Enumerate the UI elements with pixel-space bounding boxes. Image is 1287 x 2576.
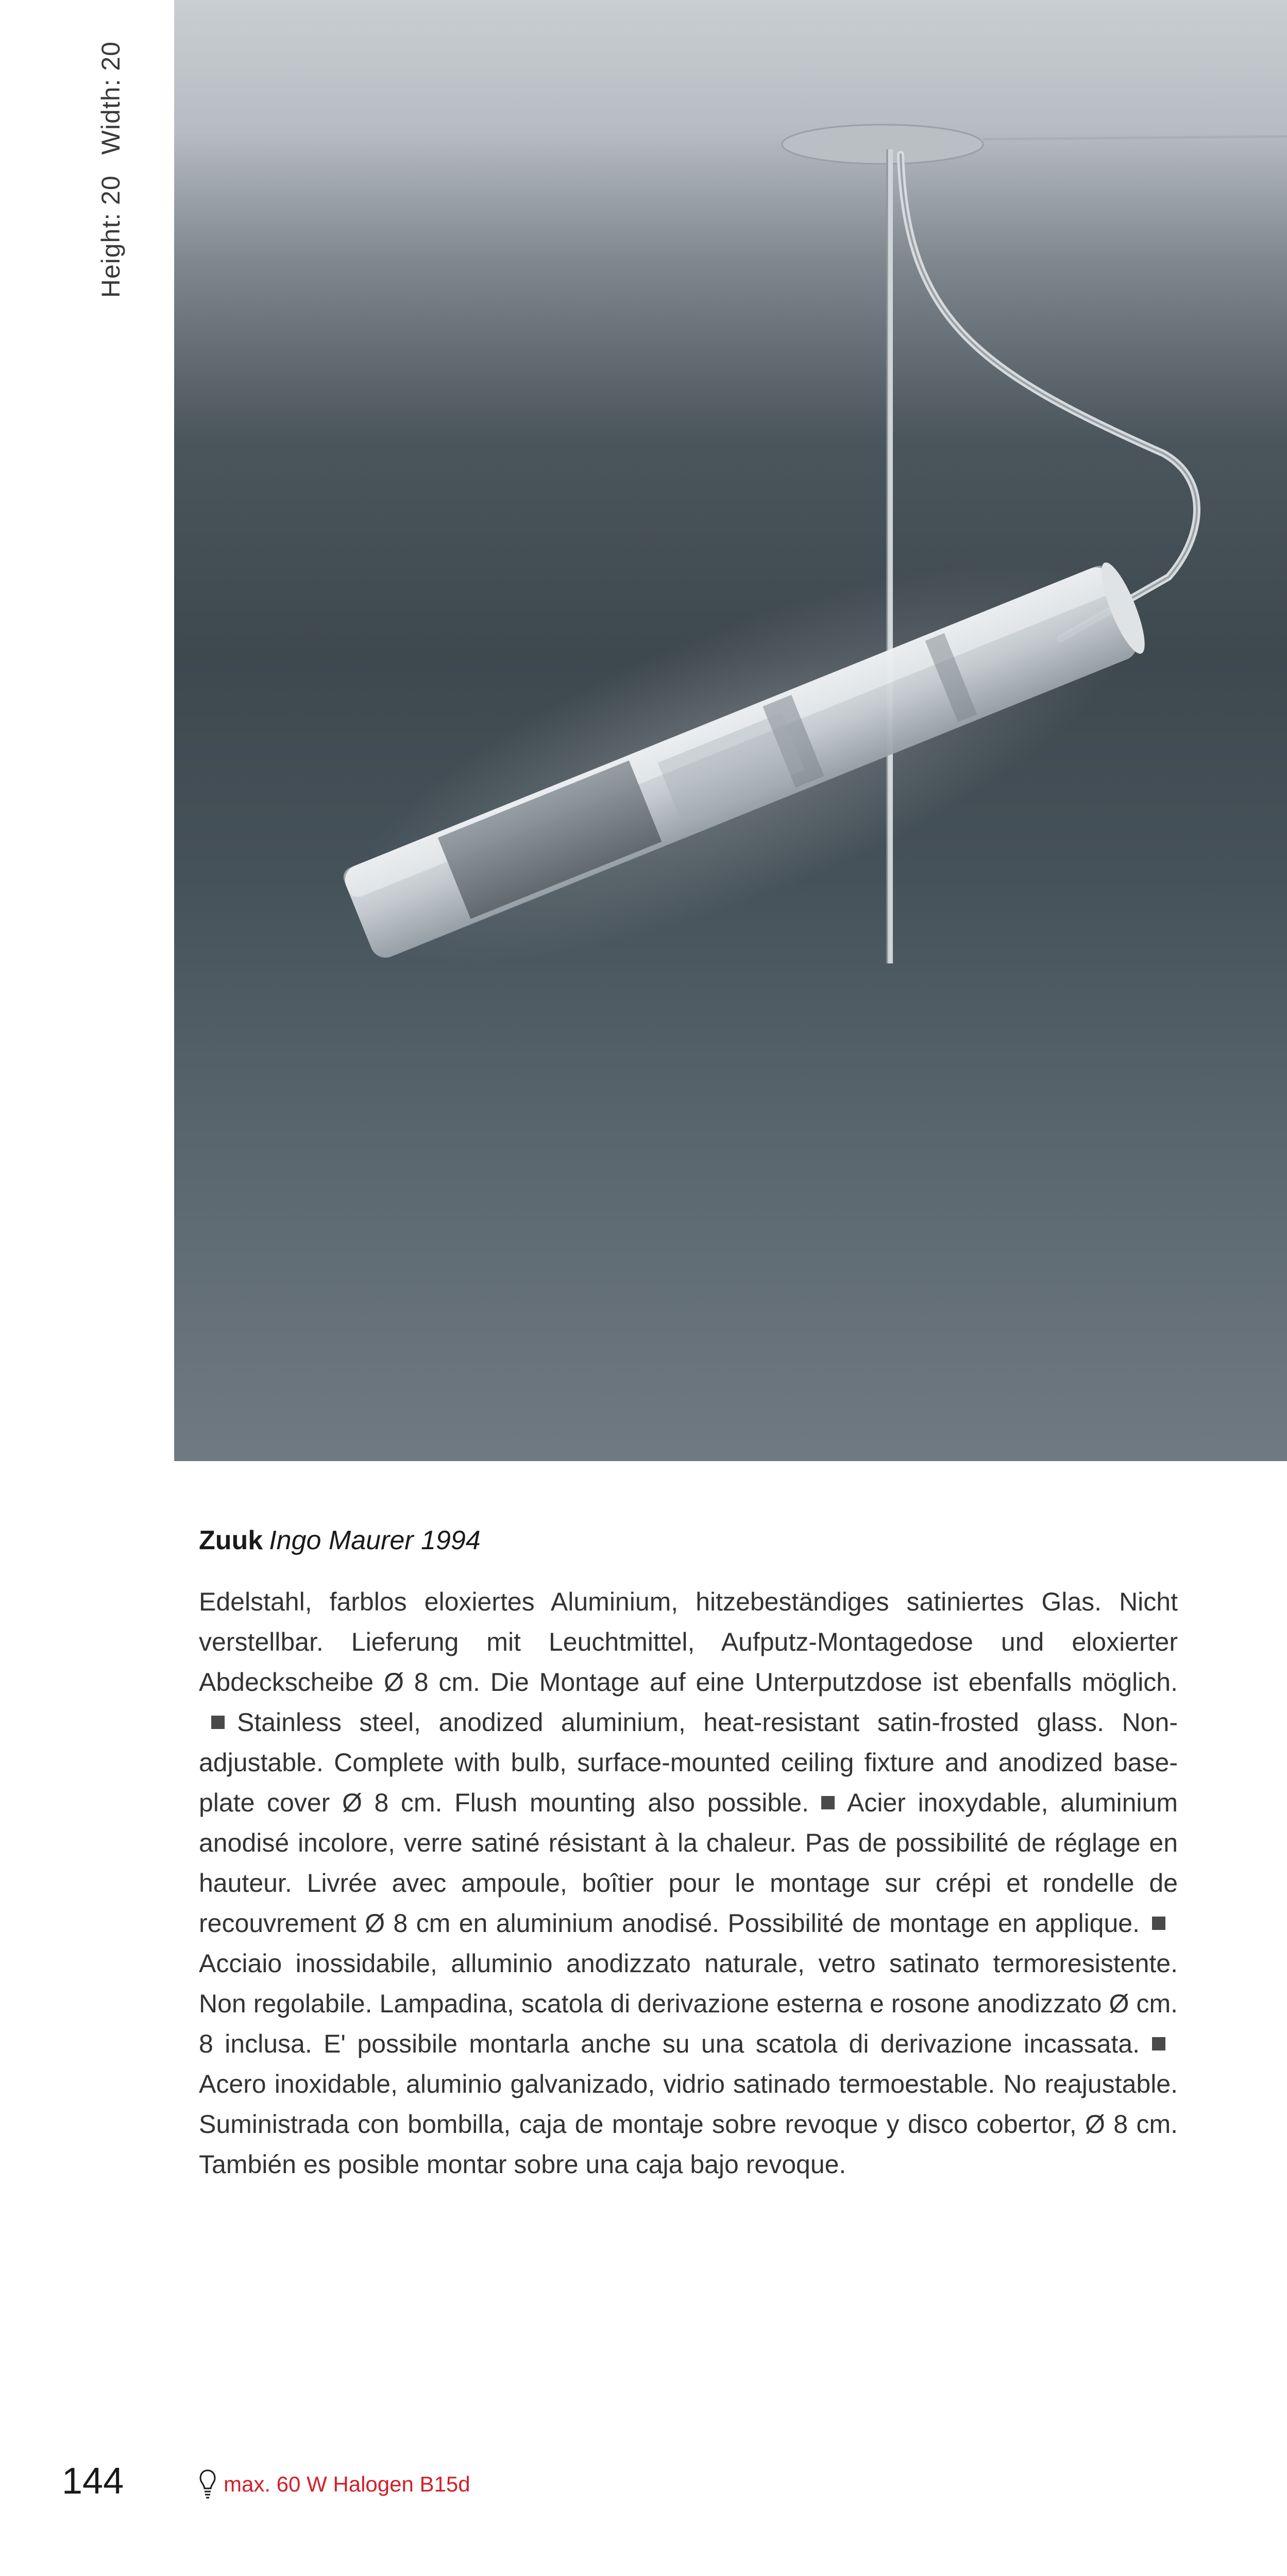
separator-icon bbox=[821, 1796, 835, 1809]
product-description bbox=[199, 1582, 1178, 2184]
product-designer: Ingo Maurer 1994 bbox=[269, 1526, 481, 1555]
product-photo bbox=[174, 0, 1287, 1461]
description-spanish: Acero inoxidable, aluminio galvanizado, vidrio satinado termoestable. No reajustable. Suministrada con bombilla, caja de montaje sobre revoque y disco cobertor, Ø 8 cm. También es posible montar sobre una caja bajo revoque. bbox=[199, 2070, 1178, 2179]
width-label: Width: 20 bbox=[96, 41, 125, 155]
description-french: Acier inoxydable, aluminium anodisé incolore, verre satiné résistant à la chaleur. Pas de possibilité de réglage en hauteur. Livrée avec ampoule, boîtier pour le montage sur crépi et rondelle de recouvrement Ø 8 cm en aluminium anodisé. Possibilité de montage en applique. bbox=[199, 1788, 1178, 1938]
product-text bbox=[199, 1525, 1178, 2184]
ceiling-plate bbox=[782, 125, 983, 164]
bulb-icon bbox=[199, 2469, 216, 2500]
product-name: Zuuk bbox=[199, 1526, 263, 1555]
height-label: Height: 20 bbox=[96, 175, 125, 298]
description-german: Edelstahl, farblos eloxiertes Aluminium, hitzebeständiges satiniertes Glas. Nicht verstellbar. Lieferung mit Leuchtmittel, Aufputz-Montagedose und eloxierter Abdeckscheibe Ø 8 cm. Die Montage auf eine Unterputzdose ist ebenfalls möglich. bbox=[199, 1587, 1178, 1697]
separator-icon bbox=[1152, 1917, 1165, 1930]
bulb-spec-text: max. 60 W Halogen B15d bbox=[224, 2472, 470, 2496]
separator-icon bbox=[1152, 2037, 1165, 2050]
description-italian: Acciaio inossidabile, alluminio anodizzato naturale, vetro satinato termoresistente. Non regolabile. Lampadina, scatola di derivazione esterna e rosone anodizzato Ø cm. 8 inclusa. E' possibile montarla anche su una scatola di derivazione incassata. bbox=[199, 1949, 1178, 2058]
dimension-caption bbox=[80, 41, 142, 299]
bulb-spec bbox=[199, 2469, 470, 2500]
separator-icon bbox=[211, 1716, 225, 1729]
page-number: 144 bbox=[62, 2461, 124, 2502]
description-english: Stainless steel, anodized aluminium, heat-resistant satin-frosted glass. Non-adjustable. Complete with bulb, surface-mounted ceiling fixture and anodized base-plate cover Ø 8 cm. Flush mounting also possible. bbox=[199, 1708, 1178, 1817]
product-title bbox=[199, 1525, 1178, 1556]
glass-tube bbox=[299, 479, 1184, 1045]
